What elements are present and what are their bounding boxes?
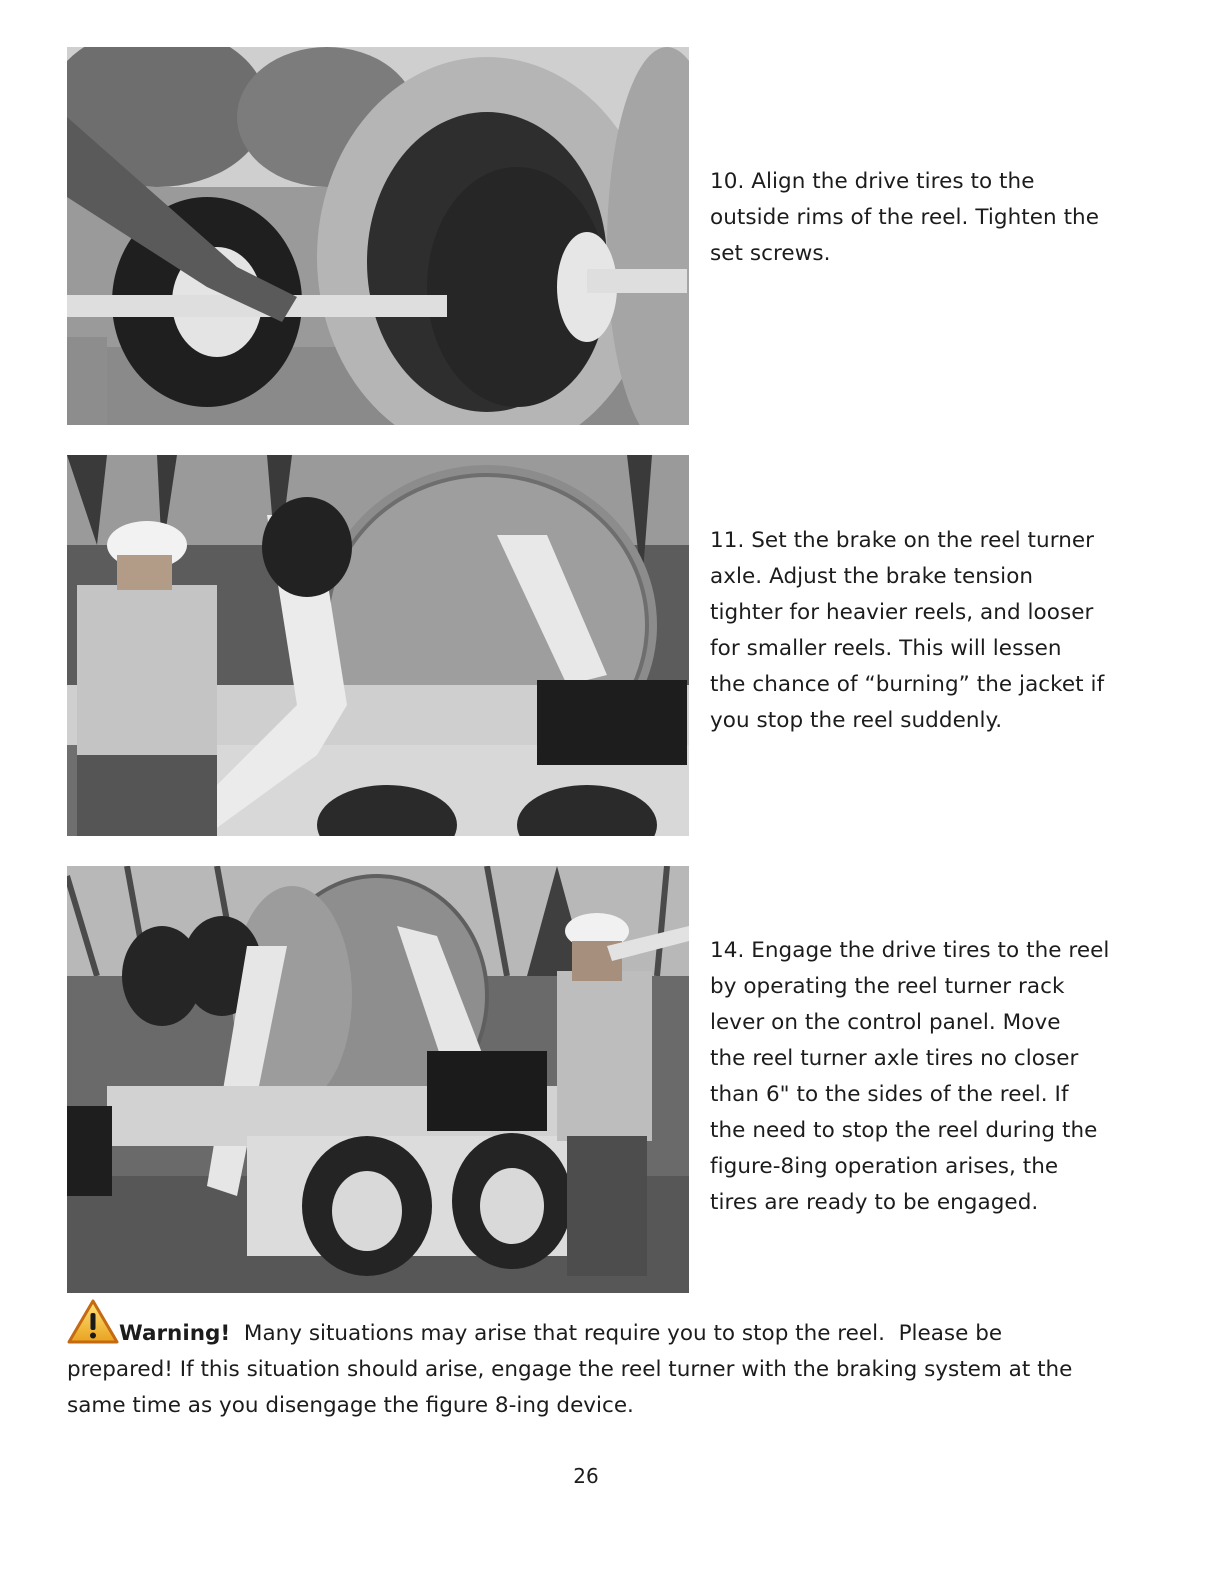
step-line: outside rims of the reel. Tighten the: [710, 205, 1099, 230]
warning-line-3: same time as you disengage the figure 8-ing device.: [67, 1393, 634, 1418]
step-line: tighter for heavier reels, and looser: [710, 600, 1094, 625]
warning-text-1: Many situations may arise that require you to stop the reel. Please be: [230, 1321, 1003, 1346]
step-line: by operating the reel turner rack: [710, 974, 1065, 999]
photo-control-panel: [67, 866, 689, 1293]
step-line: 11. Set the brake on the reel turner: [710, 528, 1095, 553]
photo-drive-tires: [67, 47, 689, 425]
step-line: 10. Align the drive tires to the: [710, 169, 1035, 194]
photo-brake-setting: [67, 455, 689, 836]
warning-triangle-icon: [67, 1298, 119, 1346]
warning-label: Warning!: [119, 1321, 231, 1346]
step-line: axle. Adjust the brake tension: [710, 564, 1034, 589]
step-line: the need to stop the reel during the: [710, 1118, 1098, 1143]
step-line: the chance of “burning” the jacket if: [710, 672, 1105, 697]
step-line: lever on the control panel. Move: [710, 1010, 1061, 1035]
step-11-text: [710, 523, 1130, 739]
step-line: the reel turner axle tires no closer: [710, 1046, 1079, 1071]
warning-paragraph: [67, 1298, 1167, 1424]
step-line: for smaller reels. This will lessen: [710, 636, 1062, 661]
step-line: than 6" to the sides of the reel. If: [710, 1082, 1069, 1107]
warning-line-2: prepared! If this situation should arise, engage the reel turner with the braking system at the: [67, 1357, 1073, 1382]
step-line: figure-8ing operation arises, the: [710, 1154, 1059, 1179]
warning-line-1: [67, 1298, 1167, 1352]
page-number: 26: [573, 1464, 599, 1488]
step-line: set screws.: [710, 241, 831, 266]
step-line: you stop the reel suddenly.: [710, 708, 1003, 733]
step-line: 14. Engage the drive tires to the reel: [710, 938, 1110, 963]
step-line: tires are ready to be engaged.: [710, 1190, 1039, 1215]
step-14-text: [710, 933, 1130, 1221]
step-10-text: [710, 164, 1130, 272]
